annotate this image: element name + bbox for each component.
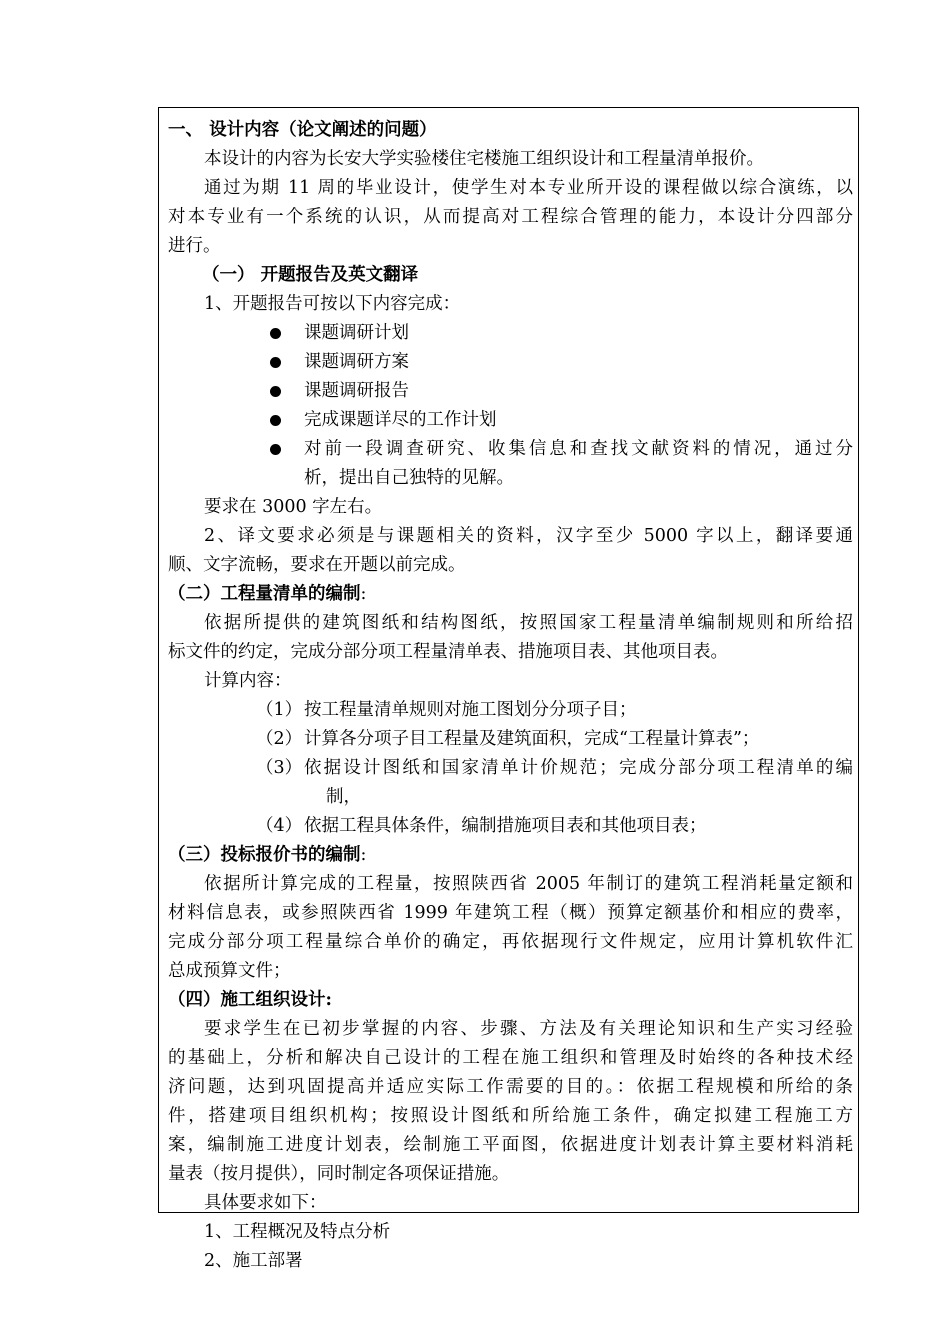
calc-item [168, 696, 853, 725]
part4-heading-text: 施工组织设计: [220, 990, 332, 1010]
part3-paragraph-line: 依据所计算完成的工程量，按照陕西省 2005 年制订的建筑工程消耗量定额和 [204, 874, 853, 894]
part3-paragraph-line: 材料信息表，或参照陕西省 1999 年建筑工程（概）预算定额基价和相应的费率， [168, 903, 853, 923]
calc-item [168, 725, 853, 754]
calc-item-text-continuation: 制， [326, 787, 361, 807]
part4-heading [168, 986, 853, 1015]
part2-paragraph-line: 依据所提供的建筑图纸和结构图纸，按照国家工程量清单编制规则和所给招 [204, 613, 853, 633]
part1-heading: （一） 开题报告及英文翻译 [202, 265, 419, 285]
calc-item-number: （1） [256, 700, 303, 720]
calc-item-number: （2） [256, 729, 303, 749]
bullet-dot-icon [270, 386, 281, 397]
calc-item-text: 依据工程具体条件，编制措施项目表和其他项目表； [304, 816, 707, 836]
calc-item-text: 计算各分项子目工程量及建筑面积，完成“工程量计算表”； [304, 729, 760, 749]
part3-heading [168, 841, 853, 870]
purpose-line: 对本专业有一个系统的认识，从而提高对工程综合管理的能力，本设计分四部分 [168, 207, 853, 227]
bullet-text: 完成课题详尽的工作计划 [304, 410, 497, 430]
bullet-item [168, 406, 853, 435]
part3-paragraph-line: 总成预算文件； [168, 961, 291, 981]
part4-paragraph-line: 件，搭建项目组织机构；按照设计图纸和所给施工条件，确定拟建工程施工方 [168, 1106, 853, 1126]
bullet-dot-icon [270, 328, 281, 339]
calc-item [168, 812, 853, 841]
purpose-line: 进行。 [168, 236, 221, 256]
word-requirement: 要求在 3000 字左右。 [204, 497, 383, 517]
calc-label: 计算内容： [204, 671, 292, 691]
part4-heading-prefix: （四） [168, 990, 221, 1010]
bullet-dot-icon [270, 415, 281, 426]
part2-heading-prefix: （二） [168, 584, 221, 604]
calc-item [168, 754, 853, 783]
bullet-text: 课题调研方案 [304, 352, 409, 372]
bullet-text: 对前一段调查研究、收集信息和查找文献资料的情况，通过分 [304, 439, 853, 459]
part2-paragraph-line: 标文件的约定，完成分部分项工程量清单表、措施项目表、其他项目表。 [168, 642, 728, 662]
part4-paragraph-line: 要求学生在已初步掌握的内容、步骤、方法及有关理论知识和生产实习经验 [204, 1019, 853, 1039]
part4-paragraph-line: 量表（按月提供），同时制定各项保证措施。 [168, 1164, 510, 1184]
part4-paragraph-line: 济问题，达到巩固提高并适应实际工作需要的目的。：依据工程规模和所给的条 [168, 1077, 853, 1097]
part4-paragraph-line: 的基础上，分析和解决自己设计的工程在施工组织和管理及时始终的各种技术经 [168, 1048, 853, 1068]
part1-item2-line: 2、译文要求必须是与课题相关的资料，汉字至少 5000 字以上，翻译要通 [204, 526, 853, 546]
part1-item1-intro: 1、开题报告可按以下内容完成： [204, 294, 461, 314]
document-body [168, 116, 853, 1276]
requirement-item: 1、工程概况及特点分析 [204, 1222, 391, 1242]
purpose-line: 通过为期 11 周的毕业设计，使学生对本专业所开设的课程做以综合演练，以 [204, 178, 853, 198]
requirements-label: 具体要求如下： [204, 1193, 327, 1213]
part2-heading-text: 工程量清单的编制 [220, 584, 361, 604]
calc-item-text: 依据设计图纸和国家清单计价规范；完成分部分项工程清单的编 [304, 758, 853, 778]
bullet-dot-icon [270, 357, 281, 368]
bullet-item [168, 348, 853, 377]
part2-heading [168, 580, 853, 609]
intro-paragraph: 本设计的内容为长安大学实验楼住宅楼施工组织设计和工程量清单报价。 [204, 149, 764, 169]
bullet-dot-icon [270, 444, 281, 455]
bullet-text: 课题调研计划 [304, 323, 409, 343]
part4-paragraph-line: 案，编制施工进度计划表，绘制施工平面图，依据进度计划表计算主要材料消耗 [168, 1135, 853, 1155]
part2-heading-suffix: : [360, 584, 367, 604]
bullet-item [168, 377, 853, 406]
calc-item-text: 按工程量清单规则对施工图划分分项子目； [304, 700, 637, 720]
part3-heading-suffix: : [360, 845, 367, 865]
bullet-text-continuation: 析，提出自己独特的见解。 [304, 468, 514, 488]
calc-item-number: （4） [256, 816, 303, 836]
section-heading: 一、 设计内容（论文阐述的问题） [168, 120, 437, 140]
bullet-item [168, 435, 853, 464]
bullet-text: 课题调研报告 [304, 381, 409, 401]
part3-paragraph-line: 完成分部分项工程量综合单价的确定，再依据现行文件规定，应用计算机软件汇 [168, 932, 853, 952]
part1-item2-line: 顺、文字流畅，要求在开题以前完成。 [168, 555, 466, 575]
part3-heading-text: 投标报价书的编制 [220, 845, 361, 865]
calc-item-number: （3） [256, 758, 303, 778]
part3-heading-prefix: （三） [168, 845, 221, 865]
requirement-item: 2、施工部署 [204, 1251, 303, 1271]
bullet-item [168, 319, 853, 348]
